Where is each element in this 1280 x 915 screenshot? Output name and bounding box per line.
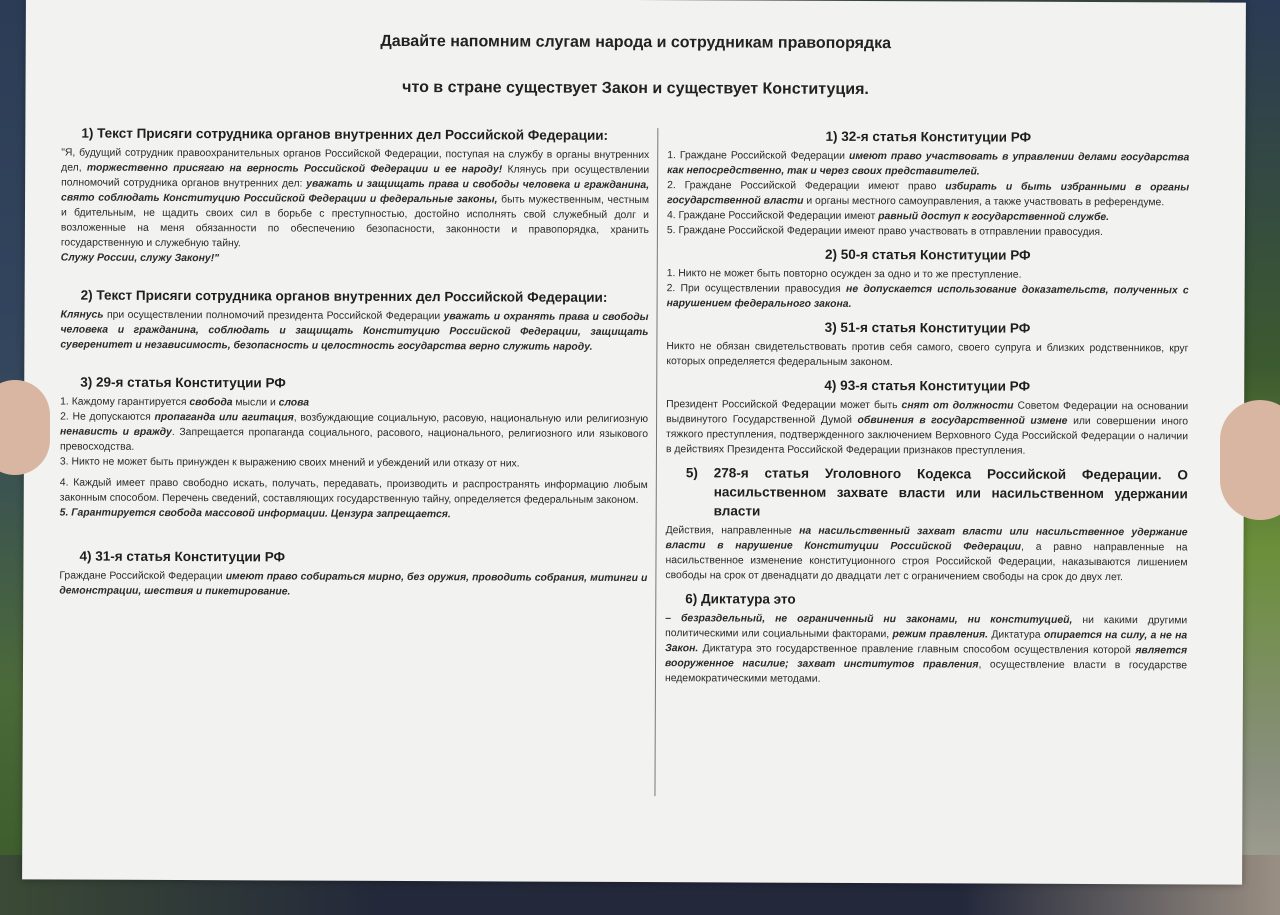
left-column [59,117,649,601]
leaflet-sheet [22,0,1246,885]
art29-item-2: 2. Не допускаются пропаганда или агитация, возбуждающие социальную, расовую, национальную или религиозную ненависть и вражду. Запрещается пропаганда социального, расового, национального, религиозного или языкового превосходства. [59,411,649,453]
section-art31-title: 4) 31-я статья Конституции РФ [79,548,286,565]
art32-item-4: 4. Граждане Российской Федерации имеют равный доступ к государственной службе. [666,210,1110,224]
section-oath-1-title: 1) Текст Присяги сотрудника органов внутренних дел Российской Федерации: [81,125,609,143]
leaflet-title-line1: Давайте напомним слугам народа и сотрудникам правопорядка [380,32,892,53]
section-art29-title: 3) 29-я статья Конституции РФ [80,374,286,391]
art50-item-2: 2. При осуществлении правосудия не допускается использование доказательств, полученных с нарушением федерального закона. [666,283,1189,310]
dictatorship-text: – безраздельный, не ограниченный ни законами, ни конституцией, ни какими другими политическими или социальными факторами, режим правления. Диктатура опирается на силу, а не на Закон. Диктатура это государственное правление главным способом осуществления которой является вооруженное насилие; захват институтов правления, осуществление власти в государстве недемократическими методами. [664,613,1188,685]
section-oath-2-text: Клянусь при осуществлении полномочий президента Российской Федерации уважать и охранять права и свободы человека и гражданина, соблюдать и защищать Конституцию Российской Федерации, защищать суверенитет и независимость, безопасность и целостность государства верно служить народу. [60,309,649,353]
art32-item-5: 5. Граждане Российской Федерации имеют право участвовать в отправлении правосудия. [666,225,1103,239]
leaflet-title-line2: что в стране существует Закон и существует Конституция. [402,78,869,99]
art93-text: Президент Российской Федерации может быть снят от должности Советом Федерации на основании выдвинутого Государственной Думой обвинения в государственной измене или совершении иного тяжкого преступления, подтвержденного заключением Верховного Суда Российской Федерации о наличии в действиях Президента Российской Федерации признаков преступления. [665,399,1189,457]
art278-text: Действия, направленные на насильственный захват власти или насильственное удержание власти в нарушение Конституции Российской Федерации, а равно направленные на насильственное изменение конституционного строя Российской Федерации, наказываются лишением свободы на срок от двенадцати до двадцати лет с ограничением свободы на срок до двух лет. [665,525,1188,584]
art29-item-5: 5. Гарантируется свобода массовой информации. Цензура запрещается. [59,507,451,521]
left-thumb [0,380,50,475]
section-art278-title: 5) 278-я статья Уголовного Кодекса Российской Федерации. О насильственном захвате власти или насильственном удержании власти [685,465,1188,519]
section-oath-1-text: "Я, будущий сотрудник правоохранительных органов Российской Федерации, поступая на службу в органы внутренних дел, торжественно присягаю на верность Российской Федерации и ее народу! Клянусь при осуществлении полномочий сотрудника органов внутренних дел: уважать и защищать права и свободы человека и гражданина, свято соблюдать Конституцию Российской Федерации и федеральные законы, быть мужественным, честным и бдительным, не щадить своих сил в борьбе с преступностью, достойно исполнять свой служебный долг и возложенные на меня обязанности по обеспечению безопасности, законности и правопорядка, хранить государственную и служебную тайну. [60,147,650,250]
art32-item-1: 1. Граждане Российской Федерации имеют право участвовать в управлении делами государства как непосредственно, так и через своих представителей. [667,150,1190,178]
section-art32-title: 1) 32-я статья Конституции РФ [825,128,1032,145]
art31-text: Граждане Российской Федерации имеют право собираться мирно, без оружия, проводить собрания, митинги и демонстрации, шествия и пикетирование. [59,570,648,598]
section-art51-title: 3) 51-я статья Конституции РФ [824,319,1031,336]
column-divider [654,128,658,796]
right-thumb [1220,400,1280,520]
art29-item-3: 3. Никто не может быть принужден к выражению своих мнений и убеждений или отказу от них. [59,456,520,470]
art32-item-2: 2. Граждане Российской Федерации имеют право избирать и быть избранными в органы государственной власти и органы местного самоуправления, а также участвовать в референдуме. [667,180,1190,209]
art51-text: Никто не обязан свидетельствовать против себя самого, своего супруга и близких родственников, круг которых определяется федеральным законом. [666,341,1189,369]
section-dictatorship-title: 6) Диктатура это [685,591,796,607]
section-oath-2-title: 2) Текст Присяги сотрудника органов внутренних дел Российской Федерации: [80,287,608,305]
right-column [665,120,1189,688]
art29-item-1: 1. Каждому гарантируется свобода мысли и слова [60,396,310,409]
section-art50-title: 2) 50-я статья Конституции РФ [824,246,1031,263]
section-oath-1-closing: Служу России, служу Закону!" [60,252,220,265]
section-art93-title: 4) 93-я статья Конституции РФ [824,377,1031,394]
art50-item-1: 1. Никто не может быть повторно осужден за одно и то же преступление. [666,268,1022,281]
art29-item-4: 4. Каждый имеет право свободно искать, получать, передавать, производить и распространять информацию любым законным способом. Перечень сведений, составляющих государственную тайну, определяется федеральным законом. [59,477,648,507]
